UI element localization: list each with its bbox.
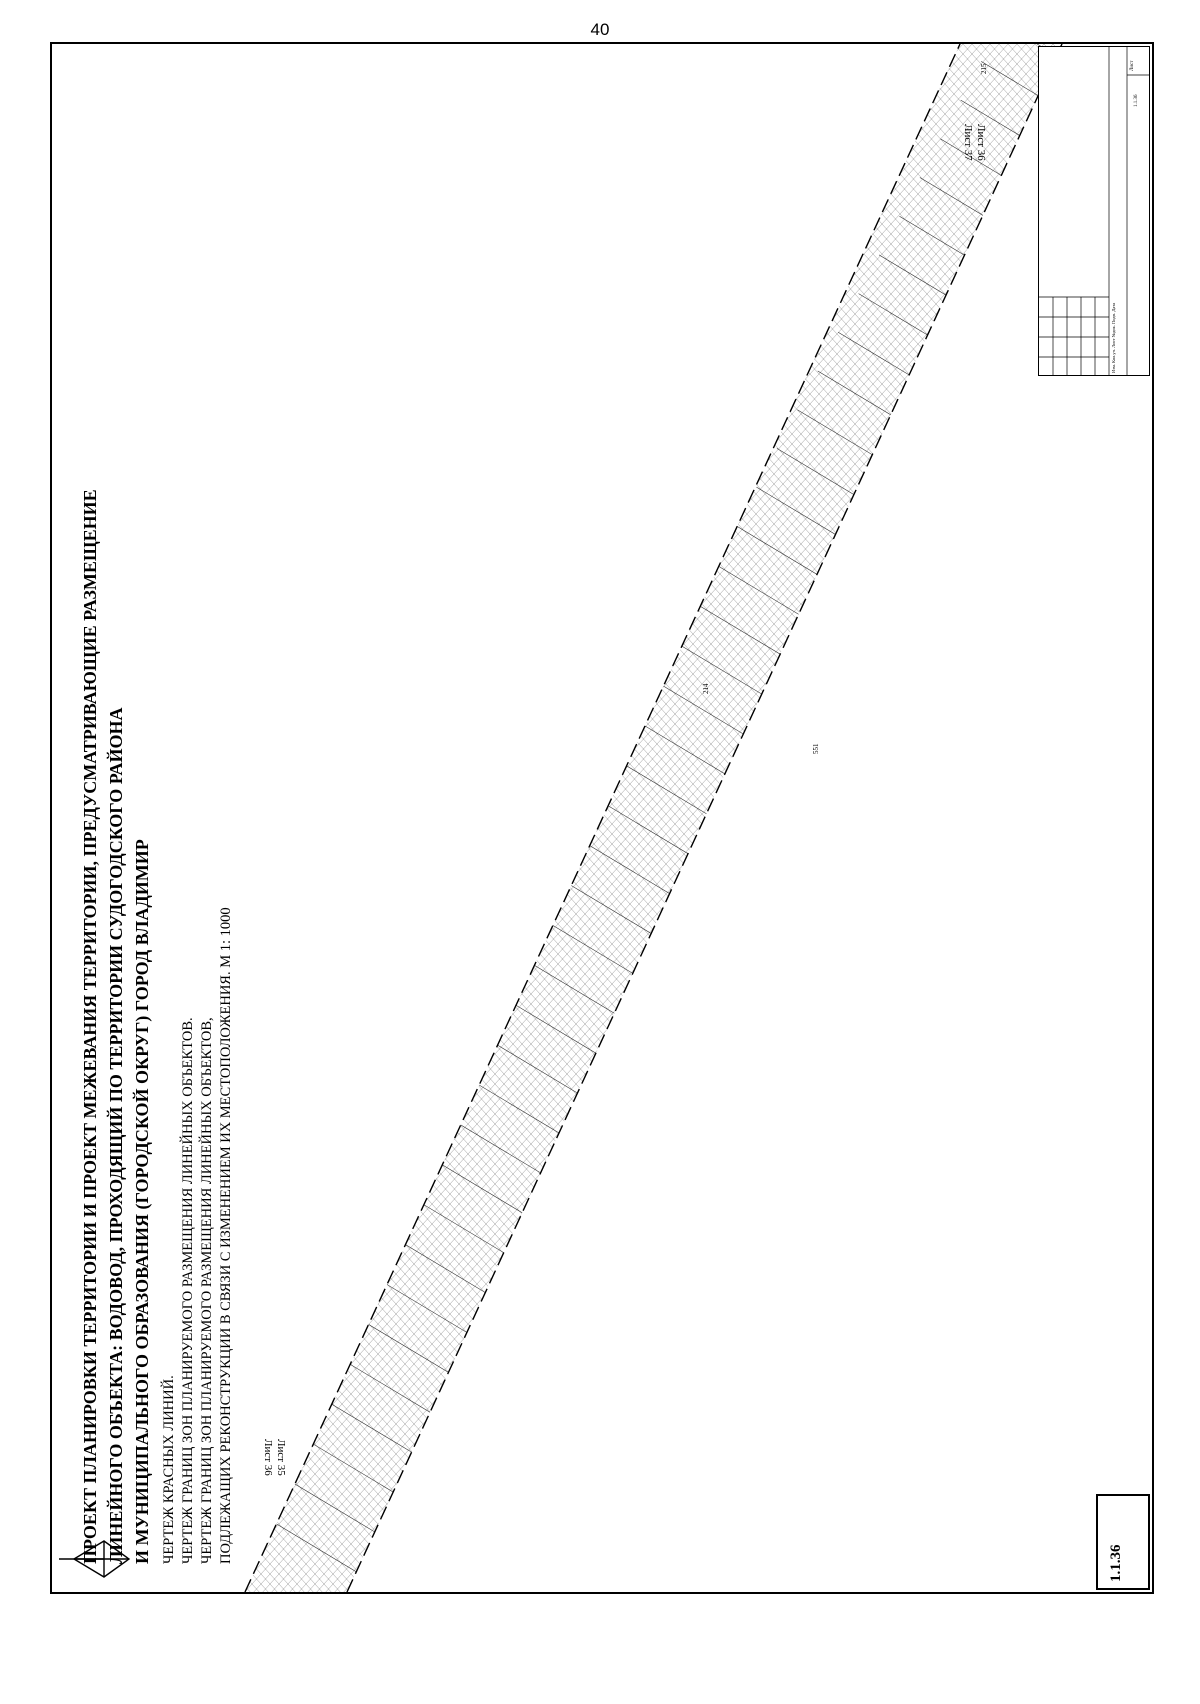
sheet-ref-36-top: Лист 36 (975, 124, 987, 161)
stamp-sheet-number: 1.1.36 (1134, 94, 1139, 107)
drawing-subtitle (160, 907, 236, 1564)
point-label-215: 215 (980, 63, 988, 74)
stamp-footer: Изм. Кол.уч. Лист №док. Подп. Дата (1111, 302, 1116, 373)
title-line-1: ПРОЕКТ ПЛАНИРОВКИ ТЕРРИТОРИИ И ПРОЕКТ МЕЖЕВАНИЯ ТЕРРИТОРИИ, ПРЕДУСМАТРИВАЮЩИЕ РАЗМЕЩЕНИЕ (80, 489, 100, 1564)
subtitle-line-4: ПОДЛЕЖАЩИХ РЕКОНСТРУКЦИИ В СВЯЗИ С ИЗМЕНЕНИЕМ ИХ МЕСТОПОЛОЖЕНИЯ. М 1: 1000 (218, 907, 234, 1564)
sheet-ref-37: Лист 37 (962, 124, 974, 161)
sheet-refs-bottom (261, 1439, 287, 1476)
stamp-grid (1039, 47, 1149, 375)
strip-boundary-right (347, 44, 1062, 1592)
drawing-title (77, 489, 155, 1564)
title-line-2: ЛИНЕЙНОГО ОБЪЕКТА: ВОДОВОД, ПРОХОДЯЩИЙ ПО ТЕРРИТОРИИ СУДОГОДСКОГО РАЙОНА (106, 707, 126, 1564)
sheet-refs-top (961, 124, 987, 161)
sheet-ref-35: Лист 35 (275, 1439, 287, 1476)
sheet-ref-36: Лист 36 (262, 1439, 274, 1476)
drawing-frame (50, 42, 1154, 1594)
sheet-code: 1.1.36 (1108, 1544, 1124, 1582)
subtitle-line-3: ЧЕРТЕЖ ГРАНИЦ ЗОН ПЛАНИРУЕМОГО РАЗМЕЩЕНИЯ ЛИНЕЙНЫХ ОБЪЕКТОВ, (199, 1017, 215, 1564)
subtitle-line-1: ЧЕРТЕЖ КРАСНЫХ ЛИНИЙ. (161, 1375, 177, 1564)
point-label-214: 214 (702, 683, 710, 694)
stamp-sheet-label: Лист (1130, 60, 1135, 71)
title-line-3: И МУНИЦИПАЛЬНОГО ОБРАЗОВАНИЯ (ГОРОДСКОЙ ОКРУГ) ГОРОД ВЛАДИМИР (132, 839, 152, 1564)
stamp-block (1038, 46, 1150, 376)
subtitle-line-2: ЧЕРТЕЖ ГРАНИЦ ЗОН ПЛАНИРУЕМОГО РАЗМЕЩЕНИЯ ЛИНЕЙНЫХ ОБЪЕКТОВ. (180, 1017, 196, 1564)
strip-boundary-left (245, 44, 960, 1592)
page-number: 40 (590, 20, 610, 39)
sheet-code-box (1096, 1494, 1150, 1590)
point-label-551: 551 (812, 743, 820, 754)
